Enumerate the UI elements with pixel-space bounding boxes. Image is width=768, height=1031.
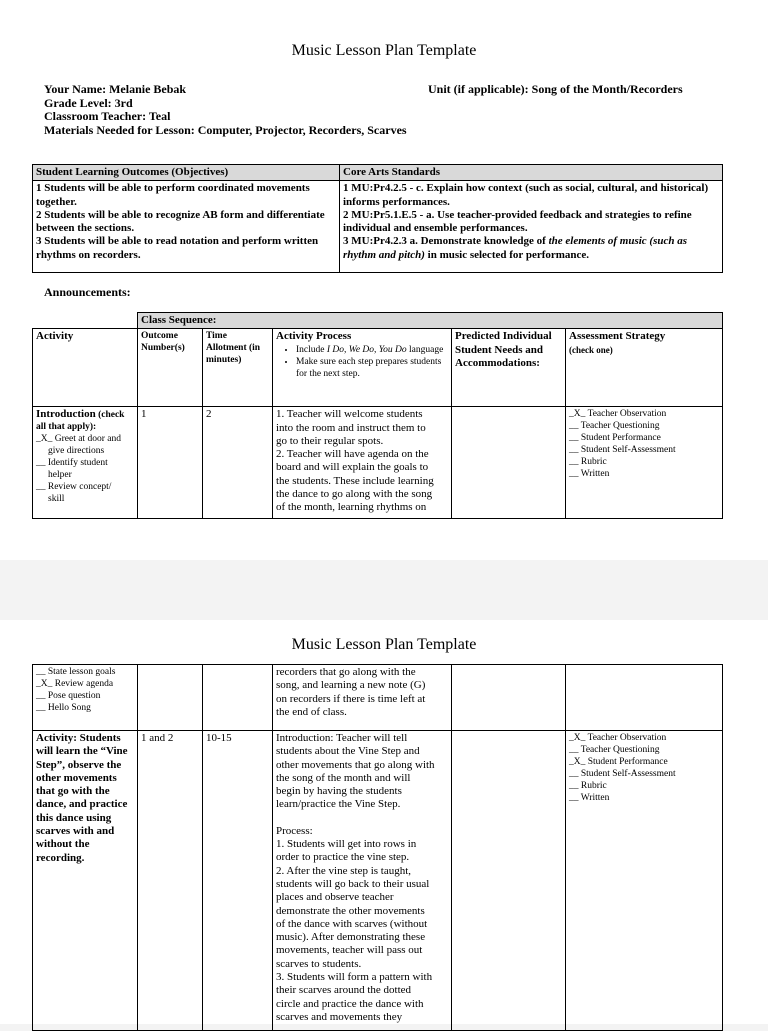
unit: Unit (if applicable): Song of the Month/Recorders	[428, 82, 683, 96]
process-bullet-1: • Include I Do, We Do, You Do language	[296, 344, 448, 356]
announcements-label: Announcements:	[44, 285, 131, 299]
lesson-header-left	[44, 83, 407, 137]
intro-process: 1. Teacher will welcome students into the room and instruct them to go to their regular spots. 2. Teacher will have agenda on the board and will explain the goals to the students. These include learning the dance to go along with the song of the month, learning rhythms on	[273, 407, 452, 519]
intro-needs	[452, 407, 566, 519]
standard-1: 1 MU:Pr4.2.5 - c. Explain how context (such as social, cultural, and historical) informs performances.	[343, 182, 709, 208]
intro-checklist-continued: __ State lesson goals _X_ Review agenda __ Pose question __ Hello Song	[33, 665, 138, 731]
needs-header: Predicted Individual Student Needs and Accommodations:	[452, 329, 566, 407]
assessment-header: Assessment Strategy (check one)	[566, 329, 723, 407]
page-2	[0, 620, 768, 1024]
intro-outcome: 1	[138, 407, 203, 519]
outcome-header: Outcome Number(s)	[138, 329, 203, 407]
sequence-table-continued	[32, 664, 723, 1031]
outcome-3: 3 Students will be able to read notation and perform written rhythms on recorders.	[36, 235, 319, 261]
activity-outcome: 1 and 2	[138, 731, 203, 1031]
outcomes-header: Student Learning Outcomes (Objectives)	[33, 165, 340, 181]
activity-time: 10-15	[203, 731, 273, 1031]
class-sequence-header: Class Sequence:	[138, 313, 723, 329]
introduction-cell: Introduction (check all that apply): _X_ Greet at door and give directions __ Identify student helper __ Review concept/ skill	[33, 407, 138, 519]
activity-process: Introduction: Teacher will tell students about the Vine Step and other movements that go along with the song of the month and will begin by having the students learn/practice the Vine Step. Process: 1. Students will get into rows in order to practice the vine step. 2. After the vine step is taught, students will go back to their usual places and observe teacher demonstrate the other movements of the dance with scarves (without music). After demonstrating these movements, teacher will pass out scarves to students. 3. Students will form a pattern with their scarves around the dotted circle and practice the dance with scarves and movements they	[273, 731, 452, 1031]
grade-level: Grade Level: 3rd	[44, 95, 133, 110]
teacher-name: Your Name: Melanie Bebak	[44, 82, 187, 96]
activity-assessment: _X_ Teacher Observation __ Teacher Questioning _X_ Student Performance __ Student Self-Assessment __ Rubric __ Written	[566, 731, 723, 1031]
materials: Materials Needed for Lesson: Computer, Projector, Recorders, Scarves	[44, 122, 407, 137]
outcome-2: 2 Students will be able to recognize AB form and differentiate between the sections.	[36, 208, 325, 235]
objectives-table	[32, 164, 723, 273]
sequence-table	[32, 312, 723, 519]
process-header: Activity Process • Include I Do, We Do, You Do language • Make sure each step prepares students for the next step.	[273, 329, 452, 407]
checklist-item: __ Review concept/	[36, 482, 112, 493]
intro-time: 2	[203, 407, 273, 519]
standard-2: 2 MU:Pr5.1.E.5 - a. Use teacher-provided feedback and strategies to refine individual and ensemble performances.	[343, 208, 692, 235]
outcome-1: 1 Students will be able to perform coordinated movements together.	[36, 182, 310, 208]
intro-assessment: _X_ Teacher Observation __ Teacher Questioning __ Student Performance __ Student Self-Assessment __ Rubric __ Written	[566, 407, 723, 519]
classroom-teacher: Classroom Teacher: Teal	[44, 109, 171, 123]
checklist-item: _X_ Greet at door and	[36, 434, 121, 445]
time-header: Time Allotment (in minutes)	[203, 329, 273, 407]
page-title: Music Lesson Plan Template	[291, 636, 477, 653]
standards-header: Core Arts Standards	[340, 165, 723, 181]
intro-process-continued: recorders that go along with the song, and learning a new note (G) on recorders if there is time left at the end of class.	[273, 665, 452, 731]
process-bullet-2: • Make sure each step prepares students for the next step.	[296, 356, 448, 380]
activity-vine-step: Activity: Students will learn the “Vine Step”, observe the other movements that go with the dance, and practice this dance using scarves with and without the recording.	[33, 731, 138, 1031]
activity-header: Activity	[33, 329, 138, 407]
page-title: Music Lesson Plan Template	[291, 42, 477, 59]
standard-3: 3 MU:Pr4.2.3 a. Demonstrate knowledge of the elements of music (such as rhythm and pitch) in music selected for performance.	[343, 235, 688, 261]
outcomes-cell	[33, 181, 340, 273]
standards-cell	[340, 181, 723, 273]
checklist-item: __ Identify student	[36, 458, 108, 469]
